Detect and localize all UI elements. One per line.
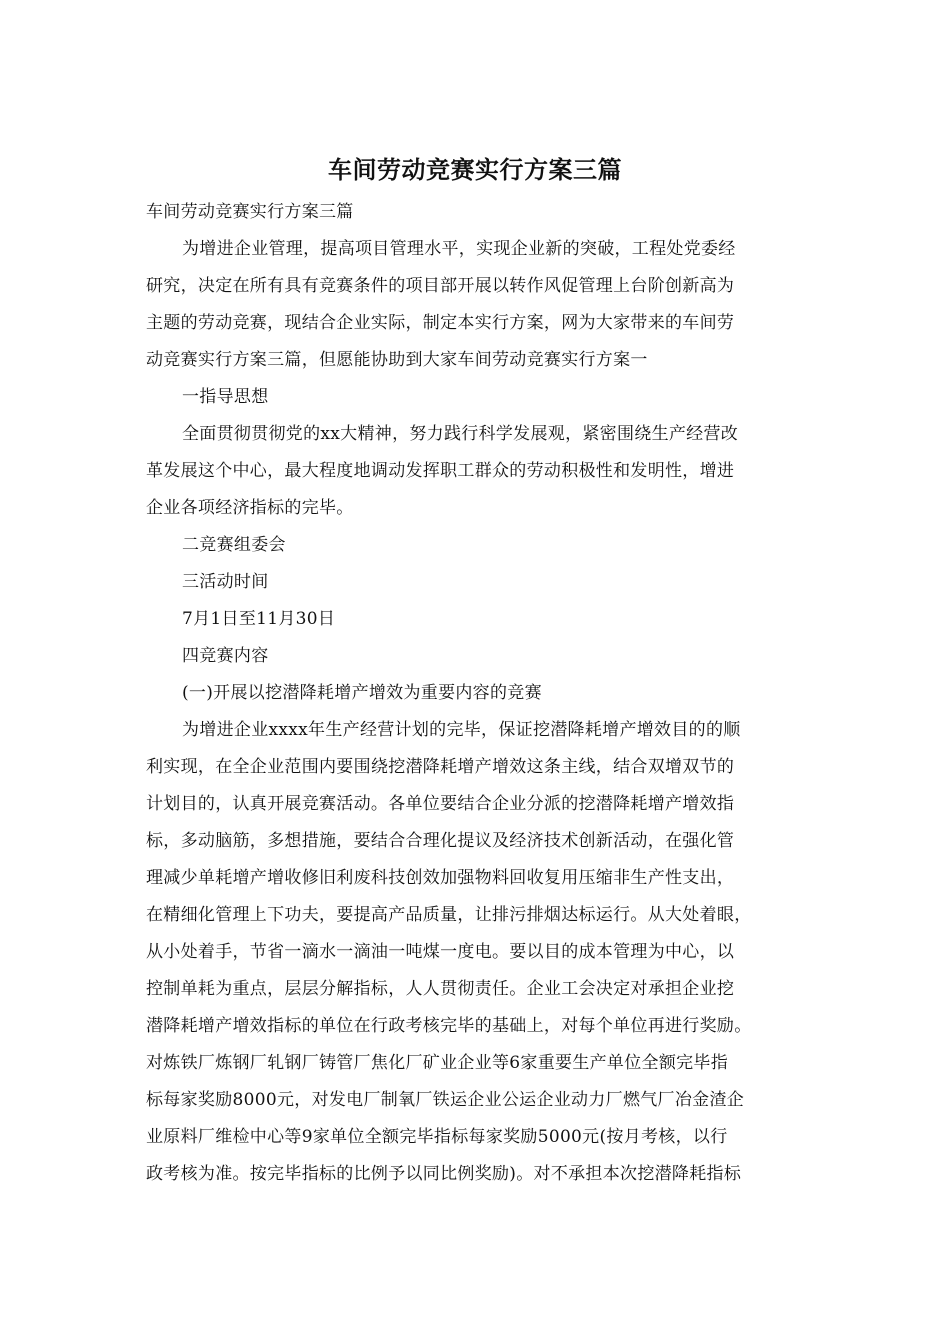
- text-line: 计划目的，认真开展竞赛活动。各单位要结合企业分派的挖潜降耗增产增效指: [146, 794, 735, 814]
- text-line: 四竞赛内容: [182, 646, 269, 666]
- text-line: 全面贯彻贯彻党的xx大精神，努力践行科学发展观，紧密围绕生产经营改: [182, 424, 739, 444]
- text-line: (一)开展以挖潜降耗增产增效为重要内容的竞赛: [182, 683, 542, 703]
- text-line: 研究，决定在所有具有竞赛条件的项目部开展以转作风促管理上台阶创新高为: [146, 276, 735, 296]
- text-line: 为增进企业xxxx年生产经营计划的完毕，保证挖潜降耗增产增效目的的顺: [182, 720, 741, 740]
- text-line: 潜降耗增产增效指标的单位在行政考核完毕的基础上，对每个单位再进行奖励。: [146, 1016, 752, 1036]
- text-line: 革发展这个中心，最大程度地调动发挥职工群众的劳动积极性和发明性，增进: [146, 461, 735, 481]
- text-line: 主题的劳动竞赛，现结合企业实际，制定本实行方案，网为大家带来的车间劳: [146, 313, 735, 333]
- document-title: 车间劳动竞赛实行方案三篇: [328, 155, 622, 184]
- text-line: 二竞赛组委会: [182, 535, 286, 555]
- text-line: 理减少单耗增产增收修旧利废科技创效加强物料回收复用压缩非生产性支出，: [146, 868, 735, 888]
- text-line: 在精细化管理上下功夫，要提高产品质量，让排污排烟达标运行。从大处着眼，: [146, 905, 752, 925]
- text-line: 为增进企业管理，提高项目管理水平，实现企业新的突破，工程处党委经: [182, 239, 736, 259]
- text-line: 标每家奖励8000元，对发电厂制氧厂铁运企业公运企业动力厂燃气厂冶金渣企: [146, 1090, 745, 1110]
- text-line: 利实现，在全企业范围内要围绕挖潜降耗增产增效这条主线，结合双增双节的: [146, 757, 735, 777]
- text-line: 业原料厂维检中心等9家单位全额完毕指标每家奖励5000元(按月考核，以行: [146, 1127, 728, 1147]
- text-line: 从小处着手，节省一滴水一滴油一吨煤一度电。要以目的成本管理为中心，以: [146, 942, 735, 962]
- text-line: 企业各项经济指标的完毕。: [146, 498, 354, 518]
- text-line: 7月1日至11月30日: [182, 609, 336, 629]
- text-line: 三活动时间: [182, 572, 269, 592]
- text-line: 一指导思想: [182, 387, 269, 407]
- text-line: 标，多动脑筋，多想措施，要结合合理化提议及经济技术创新活动，在强化管: [146, 831, 735, 851]
- text-line: 政考核为准。按完毕指标的比例予以同比例奖励)。对不承担本次挖潜降耗指标: [146, 1164, 742, 1184]
- document-body: [146, 194, 804, 1193]
- text-line: 车间劳动竞赛实行方案三篇: [146, 202, 354, 222]
- text-line: 动竞赛实行方案三篇，但愿能协助到大家车间劳动竞赛实行方案一: [146, 350, 648, 370]
- text-line: 控制单耗为重点，层层分解指标，人人贯彻责任。企业工会决定对承担企业挖: [146, 979, 735, 999]
- text-line: 对炼铁厂炼钢厂轧钢厂铸管厂焦化厂矿业企业等6家重要生产单位全额完毕指: [146, 1053, 729, 1073]
